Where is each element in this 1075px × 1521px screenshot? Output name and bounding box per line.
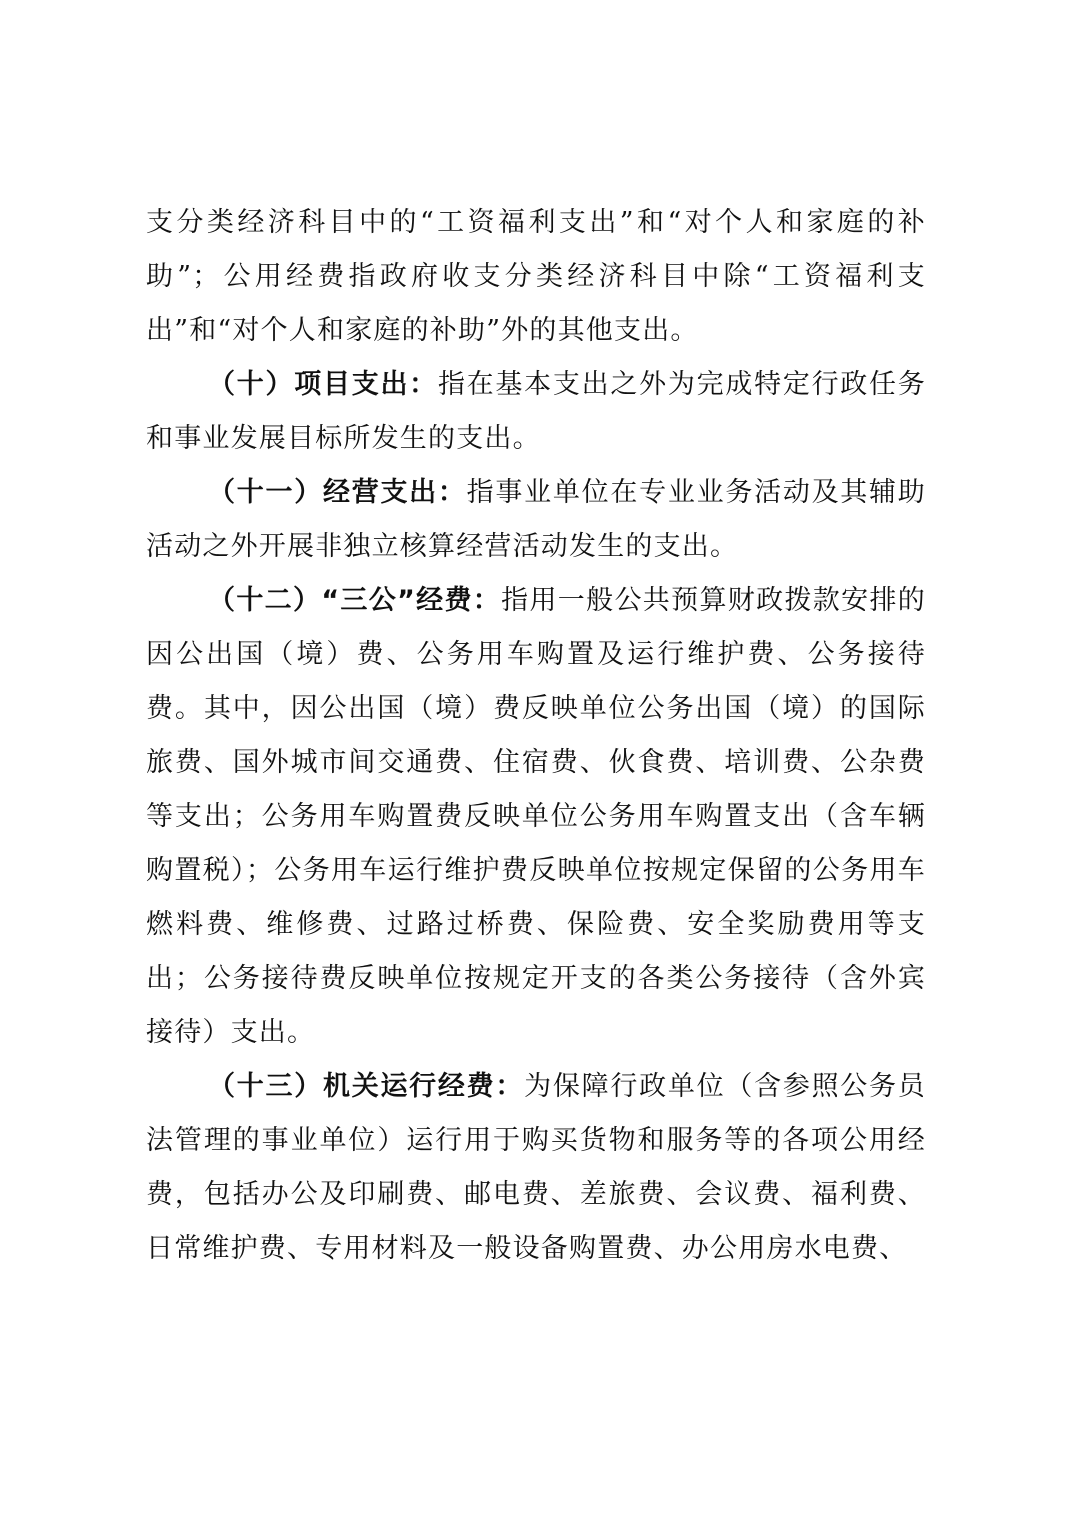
paragraph-text: 为保障行政单位（含参照公务员法管理的事业单位）运行用于购买货物和服务等的各项公用经费，包括办公及印刷费、邮电费、差旅费、会议费、福利费、日常维护费、专用材料及一般设备购置费、办公用房水电费、	[146, 1071, 926, 1264]
paragraph-continuation	[146, 196, 926, 358]
term-heading: （十三）机关运行经费：	[208, 1071, 525, 1102]
paragraph-agency-operating-funds	[146, 1060, 926, 1276]
paragraph-operating-expenditure	[146, 466, 926, 574]
paragraph-three-public-expenses	[146, 574, 926, 1060]
term-heading: （十二）“三公”经费：	[208, 585, 502, 616]
term-heading: （十）项目支出：	[208, 369, 438, 400]
paragraph-text: 支分类经济科目中的“工资福利支出”和“对个人和家庭的补助”；公用经费指政府收支分类经济科目中除“工资福利支出”和“对个人和家庭的补助”外的其他支出。	[146, 207, 926, 346]
document-body	[146, 196, 926, 1276]
paragraph-text: 指事业单位在专业业务活动及其辅助活动之外开展非独立核算经营活动发生的支出。	[146, 477, 926, 562]
paragraph-text: 指在基本支出之外为完成特定行政任务和事业发展目标所发生的支出。	[146, 369, 926, 454]
paragraph-text: 指用一般公共预算财政拨款安排的因公出国（境）费、公务用车购置及运行维护费、公务接待费。其中，因公出国（境）费反映单位公务出国（境）的国际旅费、国外城市间交通费、住宿费、伙食费、培训费、公杂费等支出；公务用车购置费反映单位公务用车购置支出（含车辆购置税）；公务用车运行维护费反映单位按规定保留的公务用车燃料费、维修费、过路过桥费、保险费、安全奖励费用等支出；公务接待费反映单位按规定开支的各类公务接待（含外宾接待）支出。	[146, 585, 926, 1048]
term-heading: （十一）经营支出：	[208, 477, 467, 508]
paragraph-project-expenditure	[146, 358, 926, 466]
